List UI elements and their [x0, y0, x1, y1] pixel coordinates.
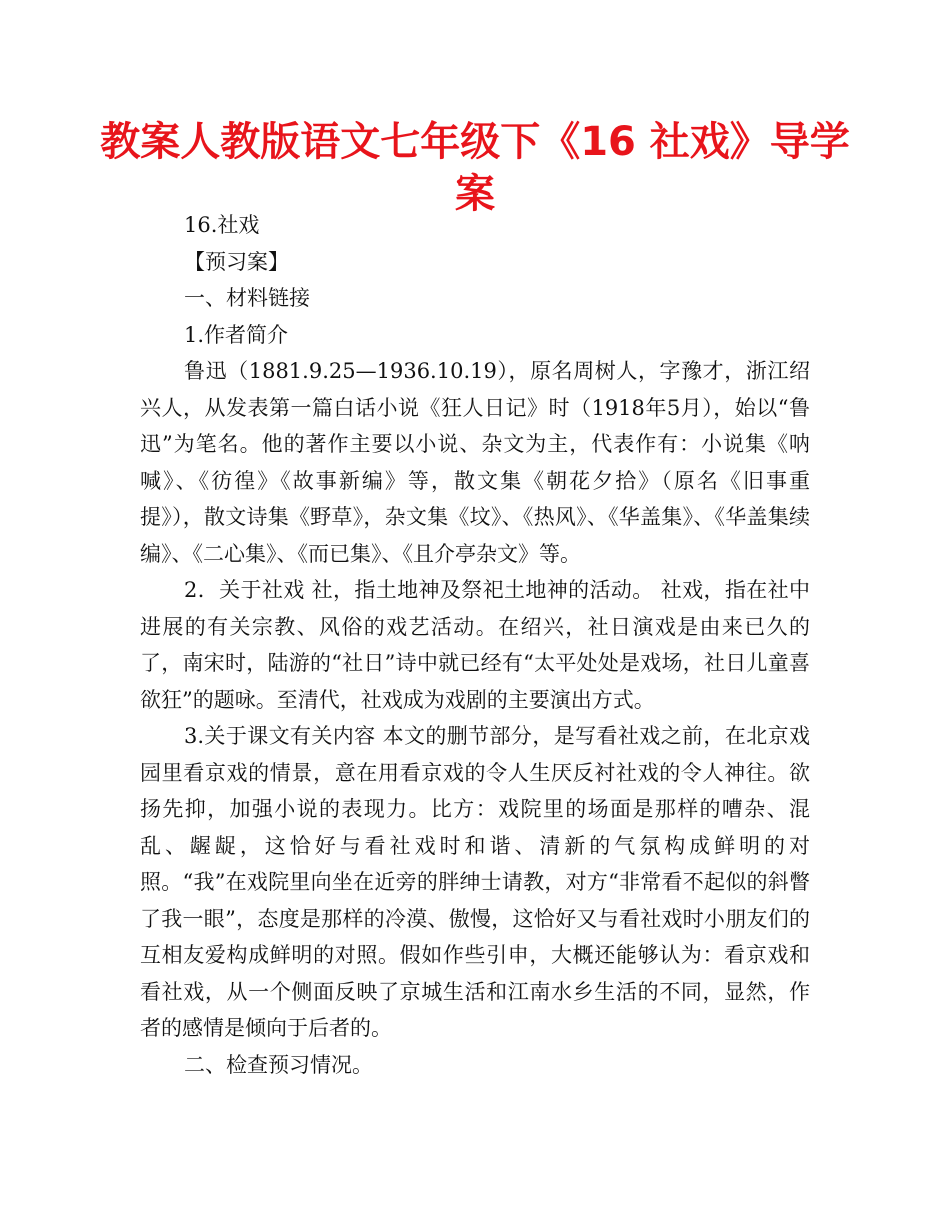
section-check-preview: 二、检查预习情况。	[184, 1052, 373, 1077]
paragraph-author-bio: 鲁迅（1881.9.25—1936.10.19），原名周树人，字豫才，浙江绍兴人，从发表第一篇白话小说《狂人日记》时（1918年5月），始以“鲁迅”为笔名。他的著作主要以小说、杂文为主，代表作有：小说集《呐喊》、《彷徨》《故事新编》等，散文集《朝花夕拾》（原名《旧事重提》），散文诗集《野草》，杂文集《坟》、《热风》、《华盖集》、《华盖集续编》、《二心集》、《而已集》、《且介亭杂文》等。	[140, 359, 810, 566]
section-material-links: 一、材料链接	[184, 286, 310, 310]
subsection-author-intro: 1.作者简介	[184, 322, 289, 347]
document-title: 教案人教版语文七年级下《16 社戏》导学案	[100, 119, 850, 217]
document-body	[140, 207, 810, 1083]
section-preview-label: 【预习案】	[184, 249, 289, 274]
lesson-heading: 16.社戏	[184, 213, 260, 237]
paragraph-about-shexi: 2．关于社戏 社，指土地神及祭祀土地神的活动。 社戏，指在社中进展的有关宗教、风俗的戏艺活动。在绍兴，社日演戏是由来已久的了，南宋时，陆游的“社日”诗中就已经有“太平处处是戏场，社日儿童喜欲狂”的题咏。至清代，社戏成为戏剧的主要演出方式。	[140, 578, 810, 712]
paragraph-about-text: 3.关于课文有关内容 本文的删节部分，是写看社戏之前，在北京戏园里看京戏的情景，意在用看京戏的令人生厌反衬社戏的令人神往。欲扬先抑，加强小说的表现力。比方：戏院里的场面是那样的嘈杂、混乱、龌龊，这恰好与看社戏时和谐、清新的气氛构成鲜明的对照。“我”在戏院里向坐在近旁的胖绅士请教，对方“非常看不起似的斜瞥了我一眼”，态度是那样的冷漠、傲慢，这恰好又与看社戏时小朋友们的互相友爱构成鲜明的对照。假如作些引申，大概还能够认为：看京戏和看社戏，从一个侧面反映了京城生活和江南水乡生活的不同，显然，作者的感情是倾向于后者的。	[140, 724, 810, 1040]
